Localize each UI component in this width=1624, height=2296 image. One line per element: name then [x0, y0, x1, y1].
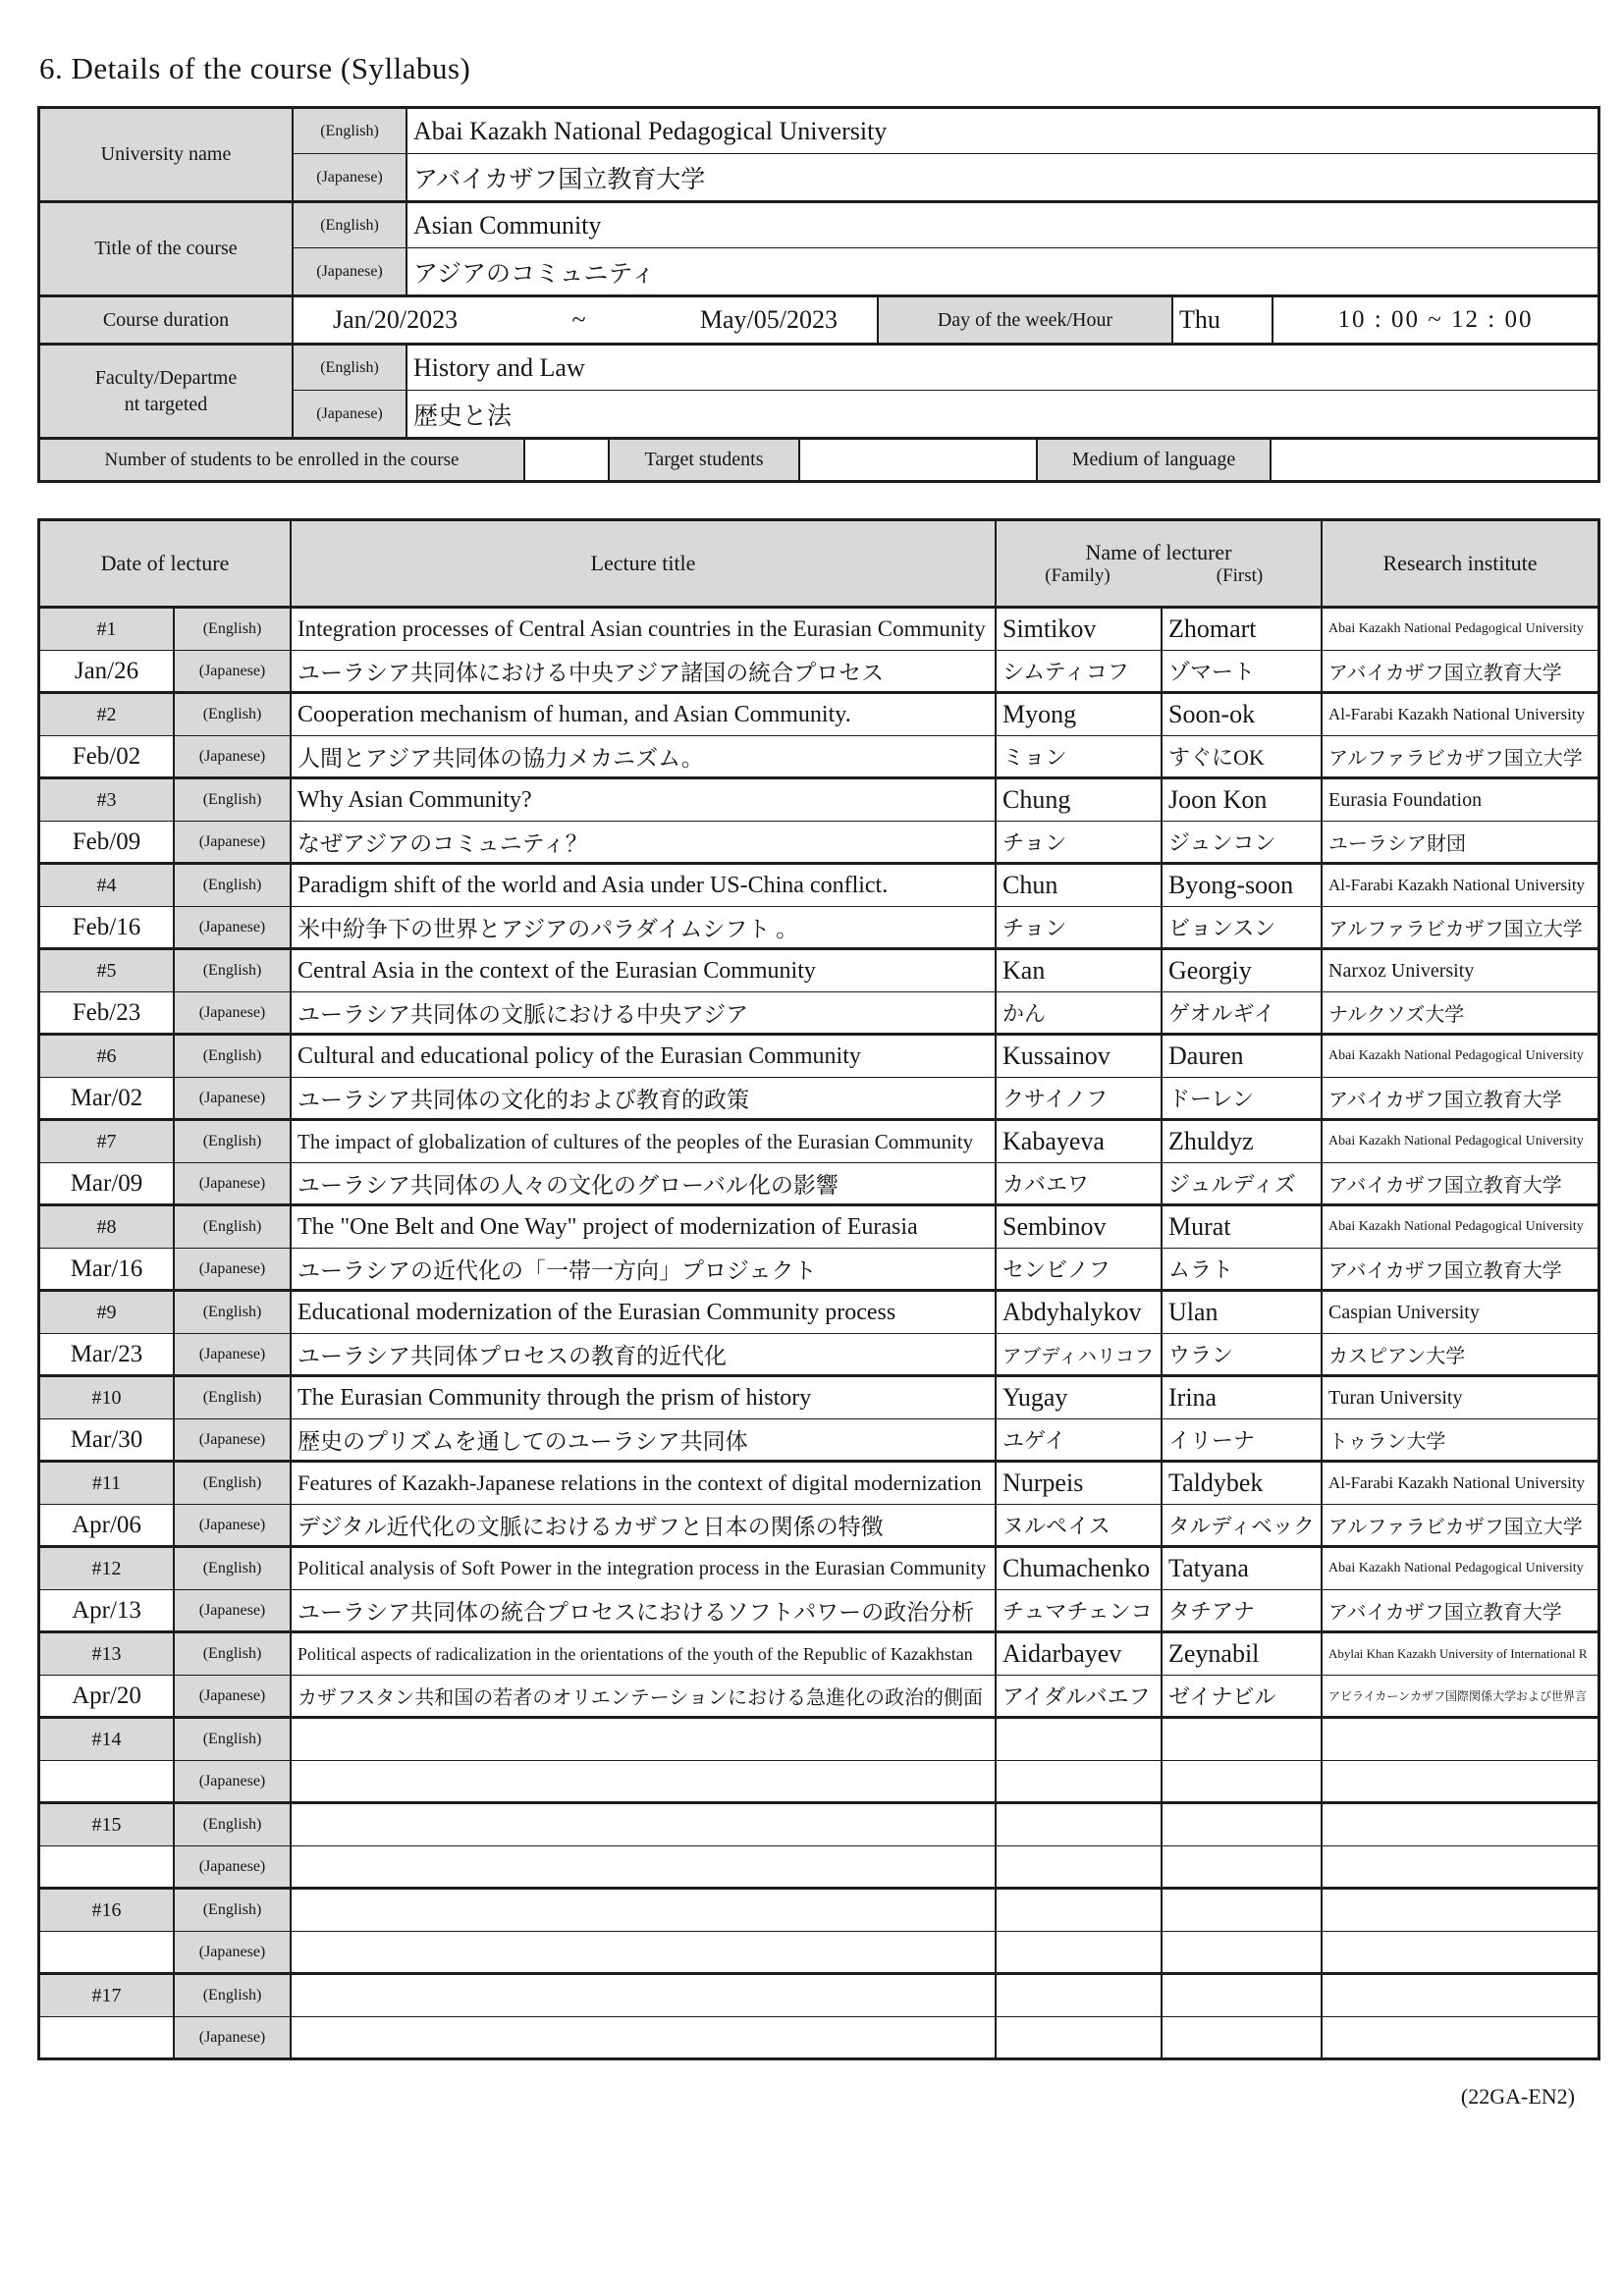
- university-name-label: University name: [40, 109, 294, 200]
- lecture-row-group: [40, 950, 1597, 1036]
- language-label-english: (English): [175, 1719, 292, 1760]
- language-label-japanese: (Japanese): [175, 650, 292, 691]
- lecture-number: #7: [40, 1121, 175, 1162]
- language-label-english: (English): [175, 694, 292, 735]
- research-institute-english: Abai Kazakh National Pedagogical University: [1328, 621, 1584, 636]
- language-label-japanese: (Japanese): [175, 991, 292, 1033]
- research-institute-japanese: アバイカザフ国立教育大学: [1323, 1589, 1597, 1630]
- lecturer-family-english: Kan: [997, 950, 1163, 991]
- lecture-title-english: [292, 1975, 997, 2016]
- research-institute-japanese: アルファラビカザフ国立大学: [1323, 906, 1597, 947]
- lecturer-first-english: Dauren: [1163, 1036, 1323, 1077]
- language-label-english: (English): [175, 865, 292, 906]
- lecture-title-japanese: カザフスタン共和国の若者のオリエンテーションにおける急進化の政治的側面: [292, 1675, 997, 1716]
- course-duration-label: Course duration: [40, 297, 294, 343]
- research-institute-japanese: アルファラビカザフ国立大学: [1323, 1504, 1597, 1545]
- language-label-english: (English): [175, 950, 292, 991]
- language-label-japanese: (Japanese): [175, 1675, 292, 1716]
- lecture-title-japanese: ユーラシア共同体における中央アジア諸国の統合プロセス: [292, 650, 997, 691]
- lecture-row-group: [40, 1975, 1597, 2057]
- lecturer-family-japanese: [997, 2016, 1163, 2057]
- medium-language-value: [1272, 440, 1597, 480]
- lecture-title-english: The "One Belt and One Way" project of modernization of Eurasia: [292, 1206, 997, 1248]
- lecturer-first-japanese: ウラン: [1163, 1333, 1323, 1374]
- lecture-title-english: [292, 1719, 997, 1760]
- course-title-english: Asian Community: [407, 203, 1597, 248]
- research-institute-japanese: [1323, 1931, 1597, 1972]
- lecture-number: #14: [40, 1719, 175, 1760]
- lecture-row-group: [40, 779, 1597, 865]
- lecturer-first-english: Taldybek: [1163, 1463, 1323, 1504]
- lecturer-family-japanese: カバエワ: [997, 1162, 1163, 1203]
- lecture-row-group: [40, 1804, 1597, 1890]
- lecture-date: Feb/02: [40, 735, 175, 776]
- research-institute-english: Narxoz University: [1328, 959, 1475, 982]
- lecture-title-japanese: ユーラシアの近代化の「一帯一方向」プロジェクト: [292, 1248, 997, 1289]
- lecture-date: Feb/09: [40, 821, 175, 862]
- language-label-japanese: (Japanese): [175, 1760, 292, 1801]
- lecture-row-group: [40, 609, 1597, 694]
- lecturer-family-english: [997, 1890, 1163, 1931]
- lecture-title-english: Features of Kazakh-Japanese relations in the context of digital modernization: [292, 1463, 997, 1504]
- lecturer-family-japanese: [997, 1845, 1163, 1887]
- language-label-english: (English): [175, 1377, 292, 1418]
- lecture-title-english: Why Asian Community?: [292, 779, 997, 821]
- lecture-date: Feb/16: [40, 906, 175, 947]
- lecturer-family-english: Abdyhalykov: [997, 1292, 1163, 1333]
- lecturer-family-english: Chun: [997, 865, 1163, 906]
- language-label-english: (English): [175, 1036, 292, 1077]
- research-institute-japanese: [1323, 1760, 1597, 1801]
- lecture-title-japanese: 米中紛争下の世界とアジアのパラダイムシフト 。: [292, 906, 997, 947]
- header-name-of-lecturer: [997, 521, 1323, 606]
- language-label-japanese: (Japanese): [294, 154, 407, 200]
- lecture-date: [40, 1845, 175, 1887]
- lecturer-family-english: Sembinov: [997, 1206, 1163, 1248]
- research-institute-japanese: トゥラン大学: [1323, 1418, 1597, 1460]
- students-count-label: Number of students to be enrolled in the course: [40, 440, 525, 480]
- language-label-japanese: (Japanese): [175, 1248, 292, 1289]
- research-institute-japanese: アバイカザフ国立教育大学: [1323, 1162, 1597, 1203]
- lecture-title-japanese: ユーラシア共同体の人々の文化のグローバル化の影響: [292, 1162, 997, 1203]
- lecturer-family-english: [997, 1719, 1163, 1760]
- lecturer-family-japanese: かん: [997, 991, 1163, 1033]
- lecture-title-japanese: ユーラシア共同体の文化的および教育的政策: [292, 1077, 997, 1118]
- lecturer-first-english: Zhuldyz: [1163, 1121, 1323, 1162]
- course-duration-section: [40, 297, 1597, 346]
- lecture-number: #3: [40, 779, 175, 821]
- lecture-title-japanese: [292, 1845, 997, 1887]
- faculty-section: [40, 346, 1597, 440]
- lecture-table: [37, 518, 1600, 2060]
- course-title-section: [40, 203, 1597, 297]
- lecturer-family-english: Aidarbayev: [997, 1633, 1163, 1675]
- lecture-title-japanese: デジタル近代化の文脈におけるカザフと日本の関係の特徴: [292, 1504, 997, 1545]
- research-institute-japanese: アバイカザフ国立教育大学: [1323, 650, 1597, 691]
- lecture-title-english: Cooperation mechanism of human, and Asian Community.: [292, 694, 997, 735]
- lecture-date: Feb/23: [40, 991, 175, 1033]
- lecturer-first-japanese: ゲオルギイ: [1163, 991, 1323, 1033]
- language-label-japanese: (Japanese): [175, 1589, 292, 1630]
- language-label-english: (English): [175, 1206, 292, 1248]
- language-label-english: (English): [175, 1975, 292, 2016]
- lecture-date: Jan/26: [40, 650, 175, 691]
- lecturer-family-english: Chung: [997, 779, 1163, 821]
- lecturer-family-english: Yugay: [997, 1377, 1163, 1418]
- lecturer-family-japanese: アブディハリコフ: [997, 1333, 1163, 1374]
- language-label-japanese: (Japanese): [175, 1333, 292, 1374]
- language-label-english: (English): [294, 346, 407, 391]
- day-hour-label: Day of the week/Hour: [879, 297, 1173, 343]
- medium-language-label: Medium of language: [1038, 440, 1272, 480]
- lecturer-first-english: Ulan: [1163, 1292, 1323, 1333]
- lecture-title-english: Central Asia in the context of the Eurasian Community: [292, 950, 997, 991]
- lecture-title-japanese: なぜアジアのコミュニティ？: [292, 821, 997, 862]
- lecture-date: Mar/16: [40, 1248, 175, 1289]
- lecture-title-japanese: ユーラシア共同体の文脈における中央アジア: [292, 991, 997, 1033]
- page-title: 6. Details of the course (Syllabus): [39, 51, 471, 85]
- lecturer-first-english: Zhomart: [1163, 609, 1323, 650]
- research-institute-japanese: [1323, 1845, 1597, 1887]
- lecture-title-japanese: ユーラシア共同体の統合プロセスにおけるソフトパワーの政治分析: [292, 1589, 997, 1630]
- lecturer-family-english: [997, 1804, 1163, 1845]
- lecture-date: Mar/30: [40, 1418, 175, 1460]
- lecturer-family-english: Simtikov: [997, 609, 1163, 650]
- language-label-japanese: (Japanese): [175, 1162, 292, 1203]
- course-duration-value: [294, 297, 879, 343]
- research-institute-english: [1323, 1975, 1597, 2016]
- lecture-number: #12: [40, 1548, 175, 1589]
- research-institute-japanese: ユーラシア財団: [1323, 821, 1597, 862]
- lecture-table-header: [40, 521, 1597, 609]
- lecturer-family-english: Myong: [997, 694, 1163, 735]
- lecture-row-group: [40, 1036, 1597, 1121]
- lecture-number: #4: [40, 865, 175, 906]
- duration-tilde: ~: [571, 305, 586, 334]
- lecturer-first-english: Zeynabil: [1163, 1633, 1323, 1675]
- language-label-english: (English): [175, 1121, 292, 1162]
- students-section: [40, 440, 1597, 480]
- lecture-title-japanese: [292, 2016, 997, 2057]
- research-institute-english: Eurasia Foundation: [1328, 788, 1483, 811]
- lecture-row-group: [40, 1463, 1597, 1548]
- lecture-row-group: [40, 865, 1597, 950]
- lecturer-family-japanese: ユゲイ: [997, 1418, 1163, 1460]
- language-label-english: (English): [175, 1292, 292, 1333]
- faculty-label: [40, 346, 294, 437]
- lecturer-family-japanese: チュマチェンコ: [997, 1589, 1163, 1630]
- lecture-title-english: Paradigm shift of the world and Asia under US-China conflict.: [292, 865, 997, 906]
- lecture-number: #10: [40, 1377, 175, 1418]
- lecturer-first-japanese: ムラト: [1163, 1248, 1323, 1289]
- research-institute-japanese: [1323, 2016, 1597, 2057]
- research-institute-english: Abai Kazakh National Pedagogical University: [1328, 1134, 1584, 1148]
- lecturer-family-japanese: アイダルバエフ: [997, 1675, 1163, 1716]
- lecture-row-group: [40, 1890, 1597, 1975]
- language-label-japanese: (Japanese): [175, 821, 292, 862]
- research-institute-english: Al-Farabi Kazakh National University: [1328, 705, 1586, 723]
- research-institute-english: [1323, 1804, 1597, 1845]
- lecture-row-group: [40, 1121, 1597, 1206]
- language-label-english: (English): [175, 1463, 292, 1504]
- language-label-japanese: (Japanese): [175, 1077, 292, 1118]
- lecturer-first-japanese: ビョンスン: [1163, 906, 1323, 947]
- header-first: (First): [1216, 565, 1264, 586]
- lecture-title-english: Political analysis of Soft Power in the integration process in the Eurasian Community: [292, 1548, 997, 1589]
- form-code: (22GA-EN2): [1460, 2084, 1575, 2109]
- research-institute-japanese: アビライカーンカザフ国際関係大学および世界言: [1323, 1675, 1597, 1716]
- lecturer-first-japanese: [1163, 1760, 1323, 1801]
- language-label-japanese: (Japanese): [175, 735, 292, 776]
- lecturer-family-japanese: ミョン: [997, 735, 1163, 776]
- university-name-english: Abai Kazakh National Pedagogical University: [407, 109, 1597, 154]
- lecturer-first-japanese: イリーナ: [1163, 1418, 1323, 1460]
- lecture-row-group: [40, 1633, 1597, 1719]
- lecture-date: [40, 2016, 175, 2057]
- lecturer-family-japanese: チョン: [997, 821, 1163, 862]
- research-institute-japanese: カスピアン大学: [1323, 1333, 1597, 1374]
- language-label-english: (English): [175, 1633, 292, 1675]
- lecturer-family-english: Nurpeis: [997, 1463, 1163, 1504]
- research-institute-japanese: アルファラビカザフ国立大学: [1323, 735, 1597, 776]
- language-label-english: (English): [175, 1548, 292, 1589]
- research-institute-english: Abai Kazakh National Pedagogical University: [1328, 1048, 1584, 1063]
- lecture-title-english: Integration processes of Central Asian countries in the Eurasian Community: [292, 609, 997, 650]
- lecturer-family-english: Kabayeva: [997, 1121, 1163, 1162]
- lecture-number: #6: [40, 1036, 175, 1077]
- language-label-english: (English): [294, 109, 407, 154]
- research-institute-english: Turan University: [1328, 1386, 1463, 1409]
- faculty-label-line2: nt targeted: [124, 393, 208, 415]
- lecture-date: [40, 1931, 175, 1972]
- lecture-number: #5: [40, 950, 175, 991]
- lecture-title-japanese: 人間とアジア共同体の協力メカニズム。: [292, 735, 997, 776]
- research-institute-english: Abylai Khan Kazakh University of International R: [1328, 1646, 1588, 1661]
- lecturer-first-japanese: [1163, 2016, 1323, 2057]
- course-info-table: [37, 106, 1600, 483]
- lecturer-first-english: Irina: [1163, 1377, 1323, 1418]
- lecture-title-japanese: [292, 1760, 997, 1801]
- lecture-row-group: [40, 694, 1597, 779]
- research-institute-english: Abai Kazakh National Pedagogical University: [1328, 1219, 1584, 1234]
- lecturer-first-japanese: [1163, 1845, 1323, 1887]
- lecture-title-english: The impact of globalization of cultures of the peoples of the Eurasian Community: [292, 1121, 997, 1162]
- lecture-row-group: [40, 1292, 1597, 1377]
- lecture-row-group: [40, 1548, 1597, 1633]
- lecture-title-english: Political aspects of radicalization in the orientations of the youth of the Republic of Kazakhstan: [292, 1633, 997, 1675]
- lecturer-family-japanese: [997, 1760, 1163, 1801]
- lecturer-first-japanese: タチアナ: [1163, 1589, 1323, 1630]
- lecture-title-english: [292, 1890, 997, 1931]
- lecturer-first-english: [1163, 1975, 1323, 2016]
- lecturer-family-japanese: クサイノフ: [997, 1077, 1163, 1118]
- lecturer-family-japanese: シムティコフ: [997, 650, 1163, 691]
- lecturer-family-english: [997, 1975, 1163, 2016]
- lecturer-first-english: [1163, 1804, 1323, 1845]
- lecture-title-english: Cultural and educational policy of the Eurasian Community: [292, 1036, 997, 1077]
- lecturer-first-english: Murat: [1163, 1206, 1323, 1248]
- target-students-value: [800, 440, 1038, 480]
- lecture-date: Mar/23: [40, 1333, 175, 1374]
- day-of-week-value: Thu: [1173, 297, 1273, 343]
- research-institute-english: Al-Farabi Kazakh National University: [1328, 876, 1586, 894]
- lecturer-first-japanese: ジュンコン: [1163, 821, 1323, 862]
- language-label-english: (English): [175, 779, 292, 821]
- language-label-japanese: (Japanese): [175, 1418, 292, 1460]
- lecture-number: #9: [40, 1292, 175, 1333]
- language-label-japanese: (Japanese): [175, 1931, 292, 1972]
- language-label-japanese: (Japanese): [294, 391, 407, 437]
- lecture-row-group: [40, 1719, 1597, 1804]
- duration-end-date: May/05/2023: [699, 305, 838, 334]
- lecturer-first-japanese: ゾマート: [1163, 650, 1323, 691]
- lecture-title-english: Educational modernization of the Eurasian Community process: [292, 1292, 997, 1333]
- lecture-row-group: [40, 1377, 1597, 1463]
- lecture-number: #17: [40, 1975, 175, 2016]
- language-label-english: (English): [175, 609, 292, 650]
- course-title-japanese: アジアのコミュニティ: [413, 260, 656, 288]
- research-institute-english: Caspian University: [1328, 1301, 1480, 1323]
- lecturer-first-english: Tatyana: [1163, 1548, 1323, 1589]
- lecturer-family-japanese: センビノフ: [997, 1248, 1163, 1289]
- lecturer-family-english: Chumachenko: [997, 1548, 1163, 1589]
- lecture-date: Apr/06: [40, 1504, 175, 1545]
- university-name-section: [40, 109, 1597, 203]
- lecture-title-english: The Eurasian Community through the prism of history: [292, 1377, 997, 1418]
- faculty-label-line1: Faculty/Departme: [94, 366, 238, 389]
- lecturer-first-english: Byong-soon: [1163, 865, 1323, 906]
- language-label-japanese: (Japanese): [175, 906, 292, 947]
- lecturer-first-japanese: ジュルディズ: [1163, 1162, 1323, 1203]
- research-institute-english: [1323, 1719, 1597, 1760]
- faculty-english: History and Law: [407, 346, 1597, 391]
- research-institute-japanese: アバイカザフ国立教育大学: [1323, 1077, 1597, 1118]
- lecture-date: Mar/02: [40, 1077, 175, 1118]
- lecturer-first-english: Soon-ok: [1163, 694, 1323, 735]
- lecturer-first-english: Joon Kon: [1163, 779, 1323, 821]
- language-label-japanese: (Japanese): [175, 1504, 292, 1545]
- target-students-label: Target students: [610, 440, 800, 480]
- lecture-number: #8: [40, 1206, 175, 1248]
- duration-start-date: Jan/20/2023: [333, 305, 459, 334]
- header-research-institute: Research institute: [1323, 521, 1597, 606]
- lecture-number: #13: [40, 1633, 175, 1675]
- lecturer-first-english: [1163, 1719, 1323, 1760]
- lecture-title-english: [292, 1804, 997, 1845]
- lecture-title-japanese: [292, 1931, 997, 1972]
- faculty-japanese: 歴史と法: [413, 402, 513, 430]
- lecturer-family-japanese: [997, 1931, 1163, 1972]
- course-title-label: Title of the course: [40, 203, 294, 294]
- language-label-english: (English): [175, 1804, 292, 1845]
- lecture-rows: [40, 609, 1597, 2057]
- lecturer-first-japanese: ドーレン: [1163, 1077, 1323, 1118]
- lecturer-family-english: Kussainov: [997, 1036, 1163, 1077]
- lecture-number: #2: [40, 694, 175, 735]
- header-lecture-title: Lecture title: [292, 521, 997, 606]
- lecture-number: #11: [40, 1463, 175, 1504]
- lecturer-first-japanese: [1163, 1931, 1323, 1972]
- header-family: (Family): [1045, 565, 1110, 586]
- language-label-japanese: (Japanese): [294, 248, 407, 294]
- lecturer-family-japanese: チョン: [997, 906, 1163, 947]
- lecture-number: #15: [40, 1804, 175, 1845]
- language-label-japanese: (Japanese): [175, 2016, 292, 2057]
- language-label-english: (English): [294, 203, 407, 248]
- lecture-date: Mar/09: [40, 1162, 175, 1203]
- lecturer-first-english: Georgiy: [1163, 950, 1323, 991]
- research-institute-english: Abai Kazakh National Pedagogical University: [1328, 1561, 1584, 1575]
- language-label-english: (English): [175, 1890, 292, 1931]
- lecture-title-japanese: 歴史のプリズムを通してのユーラシア共同体: [292, 1418, 997, 1460]
- lecturer-first-english: [1163, 1890, 1323, 1931]
- lecturer-first-japanese: タルディベック: [1163, 1504, 1323, 1545]
- header-lecturer-top: Name of lecturer: [1085, 540, 1232, 564]
- research-institute-japanese: ナルクソズ大学: [1323, 991, 1597, 1033]
- hour-value: 10 : 00 ~ 12 : 00: [1337, 306, 1534, 333]
- lecturer-first-japanese: すぐにOK: [1163, 735, 1323, 776]
- lecture-date: [40, 1760, 175, 1801]
- university-name-japanese: アバイカザフ国立教育大学: [413, 166, 706, 193]
- research-institute-english: Al-Farabi Kazakh National University: [1328, 1473, 1586, 1492]
- lecture-title-japanese: ユーラシア共同体プロセスの教育的近代化: [292, 1333, 997, 1374]
- lecture-number: #16: [40, 1890, 175, 1931]
- lecture-date: Apr/13: [40, 1589, 175, 1630]
- lecture-row-group: [40, 1206, 1597, 1292]
- students-count-value: [525, 440, 610, 480]
- language-label-japanese: (Japanese): [175, 1845, 292, 1887]
- lecturer-family-japanese: ヌルペイス: [997, 1504, 1163, 1545]
- lecture-date: Apr/20: [40, 1675, 175, 1716]
- lecture-number: #1: [40, 609, 175, 650]
- research-institute-english: [1323, 1890, 1597, 1931]
- research-institute-japanese: アバイカザフ国立教育大学: [1323, 1248, 1597, 1289]
- header-date-of-lecture: Date of lecture: [40, 521, 292, 606]
- lecturer-first-japanese: ゼイナビル: [1163, 1675, 1323, 1716]
